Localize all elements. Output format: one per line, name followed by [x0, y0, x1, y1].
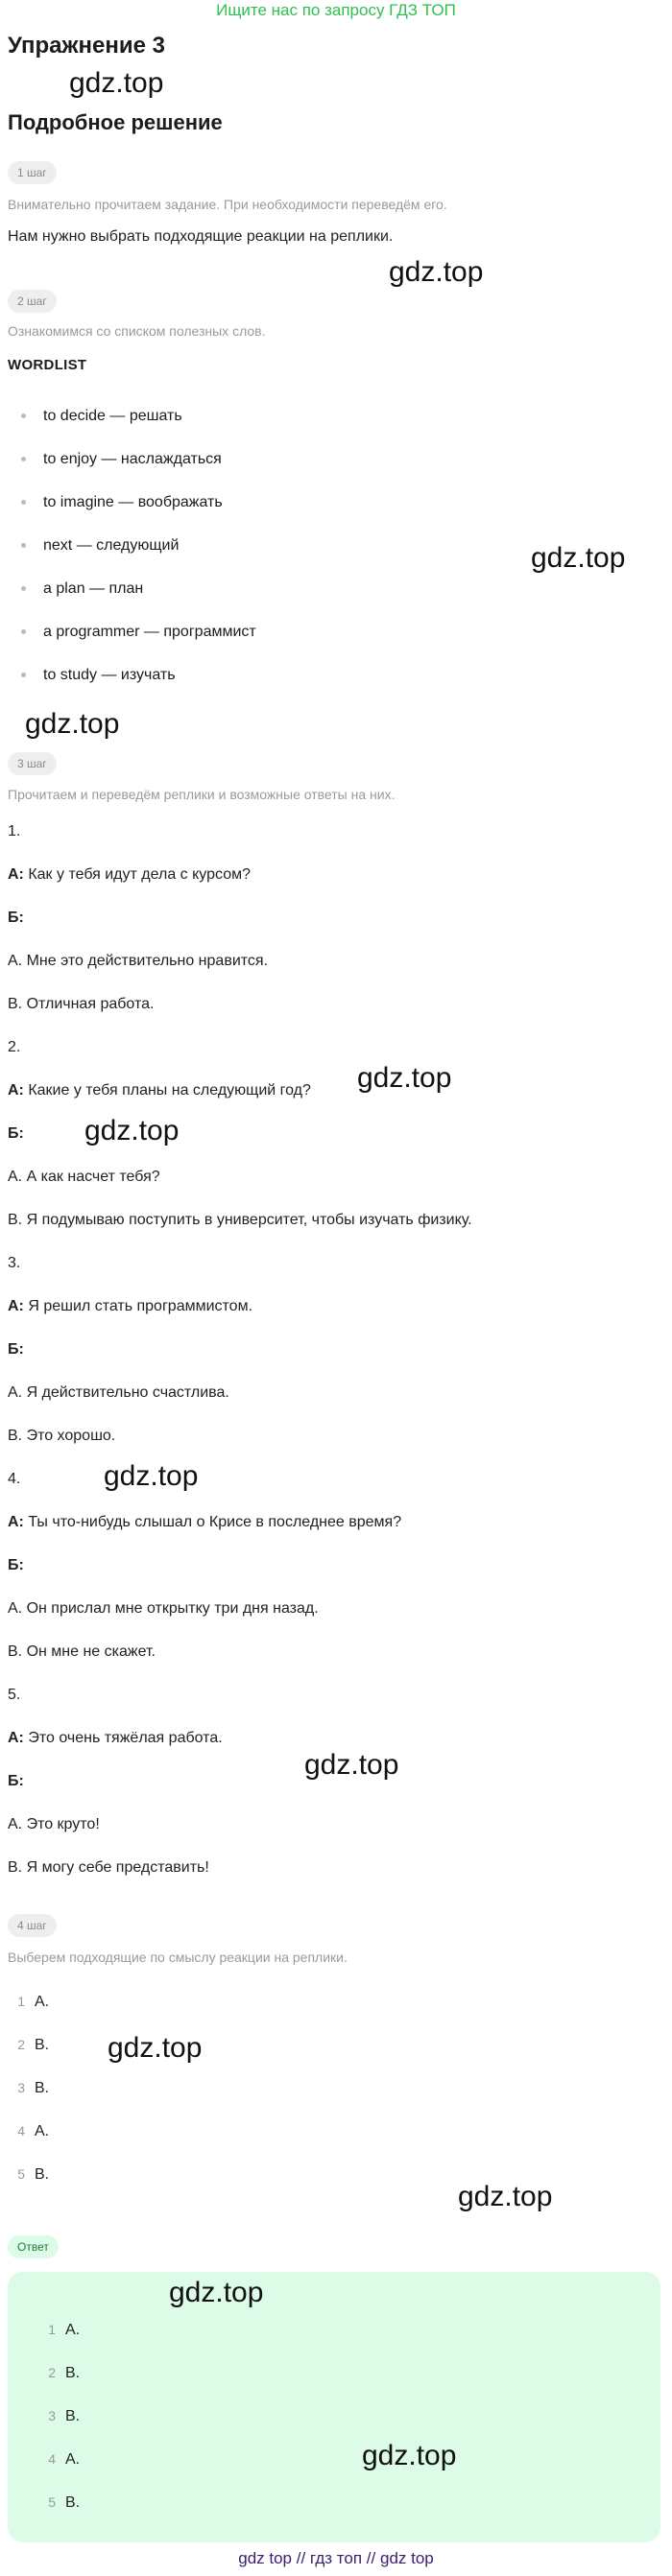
answer-option: A. Я действительно счастлива.: [8, 1384, 229, 1401]
answer-option: A. Мне это действительно нравится.: [8, 953, 269, 969]
watermark: gdz.top: [389, 256, 484, 288]
step-hint: Ознакомимся со списком полезных слов.: [8, 323, 266, 339]
answer-option: A. Это круто!: [8, 1816, 100, 1832]
answer-badge: Ответ: [8, 2235, 59, 2258]
list-item: to imagine — воображать: [21, 494, 223, 511]
wordlist-heading: WORDLIST: [8, 357, 87, 373]
answer-box: [8, 2272, 660, 2542]
dialogue-number: 5.: [8, 1687, 21, 1703]
bullet-icon: [21, 673, 26, 677]
dialogue-number: 1.: [8, 823, 21, 839]
dialogue-number: 4.: [8, 1471, 21, 1487]
watermark: gdz.top: [108, 2032, 203, 2064]
watermark: gdz.top: [84, 1115, 180, 1146]
ordered-item: 3 B.: [17, 2080, 50, 2096]
section-title: Подробное решение: [8, 110, 223, 134]
dialogue-line: А: Какие у тебя планы на следующий год?: [8, 1082, 311, 1099]
answer-item: 5 B.: [48, 2494, 81, 2511]
watermark: gdz.top: [458, 2181, 553, 2212]
footer-link[interactable]: gdz top: [379, 2549, 434, 2567]
answer-option: B. Он мне не скажет.: [8, 1643, 156, 1660]
bullet-icon: [21, 457, 26, 461]
top-banner[interactable]: Ищите нас по запросу ГДЗ ТОП: [216, 1, 456, 19]
answer-item: 4 A.: [48, 2451, 81, 2468]
step-badge: 2 шаг: [8, 290, 57, 313]
answer-option: A. Он прислал мне открытку три дня назад.: [8, 1600, 319, 1617]
dialogue-line: А: Это очень тяжёлая работа.: [8, 1730, 223, 1746]
watermark: gdz.top: [304, 1749, 399, 1781]
dialogue-line: А: Я решил стать программистом.: [8, 1298, 253, 1314]
dialogue-label: Б:: [8, 1341, 24, 1358]
answer-option: A. А как насчет тебя?: [8, 1169, 160, 1185]
footer-links: [0, 2549, 672, 2568]
step-hint: Внимательно прочитаем задание. При необходимости переведём его.: [8, 197, 447, 212]
answer-item: 1 A.: [48, 2322, 81, 2338]
dialogue-label: Б:: [8, 910, 24, 926]
answer-item: 2 B.: [48, 2365, 81, 2381]
watermark: gdz.top: [69, 67, 164, 99]
bullet-icon: [21, 500, 26, 505]
bullet-icon: [21, 629, 26, 634]
step-hint: Выберем подходящие по смыслу реакции на реплики.: [8, 1950, 348, 1965]
footer-link[interactable]: гдз топ: [309, 2549, 363, 2567]
answer-option: B. Отличная работа.: [8, 996, 155, 1012]
dialogue-number: 3.: [8, 1255, 21, 1271]
ordered-item: 1 A.: [17, 1994, 50, 2010]
dialogue-label: Б:: [8, 1125, 24, 1142]
bullet-icon: [21, 586, 26, 591]
step-badge: 3 шаг: [8, 752, 57, 775]
answer-option: B. Это хорошо.: [8, 1428, 116, 1444]
list-item: a programmer — программист: [21, 624, 256, 641]
list-item: to study — изучать: [21, 667, 176, 684]
bullet-icon: [21, 543, 26, 548]
step-badge: 4 шаг: [8, 1914, 57, 1937]
dialogue-line: А: Ты что-нибудь слышал о Крисе в последнее время?: [8, 1514, 402, 1530]
footer-link[interactable]: gdz top: [238, 2549, 292, 2567]
dialogue-number: 2.: [8, 1039, 21, 1055]
footer-separator: //: [296, 2549, 306, 2567]
list-item: to decide — решать: [21, 408, 182, 425]
answer-item: 3 B.: [48, 2408, 81, 2424]
dialogue-label: Б:: [8, 1557, 24, 1573]
watermark: gdz.top: [357, 1062, 452, 1094]
dialogue-line: А: Как у тебя идут дела с курсом?: [8, 866, 251, 883]
step-text: Нам нужно выбрать подходящие реакции на реплики.: [8, 228, 394, 245]
step-badge: 1 шаг: [8, 161, 57, 184]
answer-option: B. Я подумываю поступить в университет, чтобы изучать физику.: [8, 1212, 472, 1228]
list-item: to enjoy — наслаждаться: [21, 451, 222, 468]
page-title: Упражнение 3: [8, 33, 165, 59]
list-item: next — следующий: [21, 537, 179, 555]
list-item: a plan — план: [21, 580, 143, 598]
step-hint: Прочитаем и переведём реплики и возможные ответы на них.: [8, 787, 396, 802]
bullet-icon: [21, 414, 26, 418]
watermark: gdz.top: [104, 1460, 199, 1492]
answer-option: B. Я могу себе представить!: [8, 1859, 209, 1876]
ordered-item: 5 B.: [17, 2166, 50, 2183]
watermark: gdz.top: [169, 2277, 264, 2308]
watermark: gdz.top: [531, 542, 626, 574]
ordered-item: 2 B.: [17, 2037, 50, 2053]
dialogue-label: Б:: [8, 1773, 24, 1789]
footer-separator: //: [366, 2549, 376, 2567]
ordered-item: 4 A.: [17, 2123, 50, 2139]
watermark: gdz.top: [362, 2440, 457, 2471]
watermark: gdz.top: [25, 708, 120, 740]
